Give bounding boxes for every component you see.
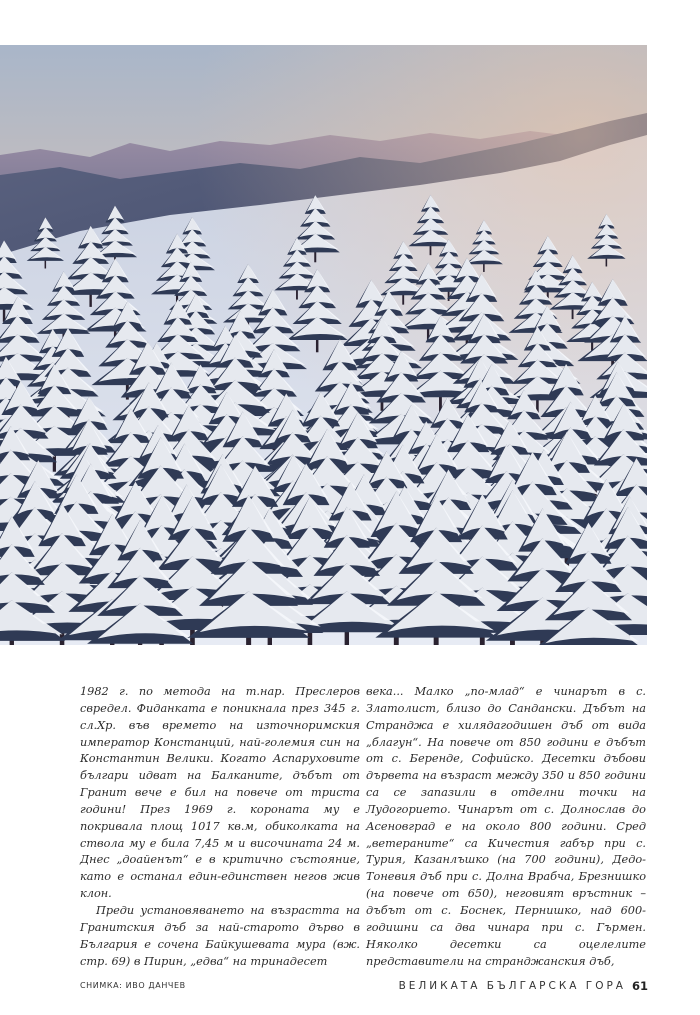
- paragraph: 1982 г. по метода на т.нар. Преслеров свредел. Фиданката е поникнала през 345 г. сл.Хр. във времето на източноримския император Констанций, най-големия син на Константин Велики. Когато Аспаруховите българи идват на Балканите, дъбът от Гранит вече е бил на повече от триста години! През 1969 г. короната му е покривала площ 1017 кв.м, обиколката на ствола му е била 7,45 м и височината 24 м. Днес „доайенът“ е в критично състояние, като е останал един-единствен негов жив клон.: [80, 685, 360, 901]
- article-column-left: [80, 684, 360, 970]
- photo-credit: СНИМКА: ИВО ДАНЧЕВ: [80, 981, 186, 990]
- paragraph: Преди установяването на възрастта на Гранитския дъб за най-старото дърво в България е сочена Байкушевата мура (вж. стр. 69) в Пирин, „едва“ на тринадесет: [80, 903, 360, 968]
- running-title: ВЕЛИКАТА БЪЛГАРСКА ГОРА: [398, 980, 626, 992]
- page-footer: [80, 980, 648, 994]
- forest-photo: [0, 45, 647, 645]
- paragraph: века... Малко „по-млад“ е чинарът в с. Златолист, близо до Сандански. Дъбът на Странджа е хилядагодишен дъб от вида „благун“. На повече от 850 години е дъбът от с. Беренде, Софийско. Десетки дъбови дървета на възраст между 350 и 850 години са се запазили в отделни точки на Лудогорието. Чинарът от с. Долнослав до Асеновград е на около 800 години. Сред „ветераните“ са Кичестия габър при с. Турия, Казанлъшко (на 700 години), Дедо-Тоневия дъб при с. Долна Врабча, Брезнишко (на повече от 650), неговият връстник – дъбът от с. Боснек, Пернишко, над 600-годишни са два чинара при с. Гърмен. Няколко десетки са оцелелите представители на странджанския дъб,: [366, 685, 646, 968]
- page-number: 61: [631, 979, 648, 993]
- article-column-right: [366, 684, 646, 970]
- snowy-forest-image: [0, 45, 647, 645]
